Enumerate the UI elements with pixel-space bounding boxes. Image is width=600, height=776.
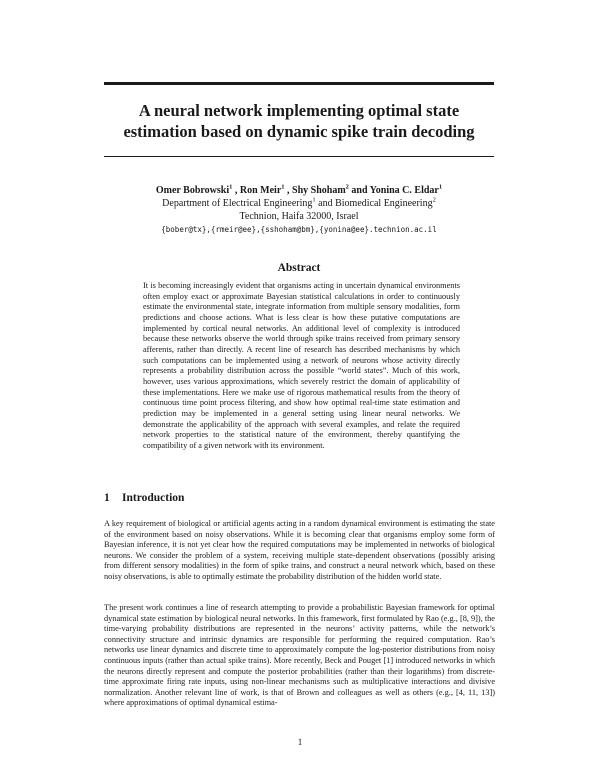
intro-paragraph-2: The present work continues a line of research attempting to provide a probabilistic Bayesian framework for optimal dynamical state estimation by biological neural networks. In this framework, first formulated by Rao (e.g., [8, 9]), the time-varying probability distributions are represented in the neurons’ activity patterns, while the network’s connectivity structure and intrinsic dynamics are responsible for performing the required computation. Rao’s networks use linear dynamics and discrete time to approximately compute the log-posterior distributions from noisy continuous inputs (rather than actual spike trains). More recently, Beck and Pouget [1] introduced networks in which the neurons directly represent and compute the posterior probabilities (rather than their logarithms) from discrete-time approximate firing rate inputs, using non-linear mechanisms such as multiplicative interactions and divisive normalization. Another relevant line of work, is that of Brown and colleagues as well as others (e.g., [4, 11, 13]) where approximations of optimal dynamical estima- xyxy=(104,603,495,708)
title-line-2: estimation based on dynamic spike train decoding xyxy=(123,122,475,141)
page-number: 1 xyxy=(297,737,303,747)
title-line-1: A neural network implementing optimal state xyxy=(138,101,460,120)
affiliation-departments: Department of Electrical Engineering$^1$ and Biomedical Engineering$^2$ xyxy=(162,196,436,209)
author-2: Ron Meir xyxy=(239,185,282,196)
abstract-heading: Abstract xyxy=(277,262,321,274)
title-rule-bottom xyxy=(104,156,494,157)
abstract-text: It is becoming increasingly evident that organisms acting in uncertain dynamical environments often employ exact or approximate Bayesian statistical calculations in order to continuously estimate the environmental state, integrate information from multiple sensory modalities, form predictions and choose actions. What is less clear is how these putative computations are implemented by cortical neural networks. An additional level of complexity is introduced because these networks observe the world through spike trains received from primary sensory afferents, rather than directly. A recent line of research has described mechanisms by which such computations can be implemented using a network of neurons whose activity directly represents a probability distribution across the possible “world states”. Much of this work, however, uses various approximations, which severely restrict the domain of applicability of these implementations. Here we make use of rigorous mathematical results from the theory of continuous time point process filtering, and show how optimal real-time state estimation and prediction may be implemented in a general setting using linear neural networks. We demonstrate the applicability of the approach with several examples, and relate the required network properties to the statistical nature of the environment, thereby quantifying the compatibility of a given network with its environment. xyxy=(143,281,460,450)
title-rule-top xyxy=(104,82,494,85)
author-4: Yonina C. Eldar xyxy=(369,185,439,196)
paper-title xyxy=(104,100,494,142)
section-number: 1 xyxy=(104,492,110,504)
author-block xyxy=(104,184,494,236)
author-3: Shy Shoham xyxy=(292,185,346,196)
affiliation-location: Technion, Haifa 32000, Israel xyxy=(239,211,359,222)
author-emails: {bober@tx},{rmeir@ee},{sshoham@bm},{yonina@ee}.technion.ac.il xyxy=(161,225,437,234)
section-title: Introduction xyxy=(122,492,185,504)
author-names: Omer Bobrowski$^1$ , Ron Meir$^1$ , Shy Shoham$^2$ and Yonina C. Eldar$^1$ xyxy=(155,183,443,196)
intro-paragraph-1: A key requirement of biological or artificial agents acting in a random dynamical environment is estimating the state of the environment based on noisy observations. While it is becoming clear that organisms employ some form of Bayesian inference, it is not yet clear how the required computations may be implemented in networks of biological neurons. We consider the problem of a system, receiving multiple state-dependent observations (possibly arising from different sensory modalities) in the form of spike trains, and construct a neural network which, based on these noisy observations, is able to optimally estimate the probability distribution of the hidden world state. xyxy=(104,519,495,581)
section-heading-introduction xyxy=(104,492,184,504)
author-1: Omer Bobrowski xyxy=(155,185,230,196)
